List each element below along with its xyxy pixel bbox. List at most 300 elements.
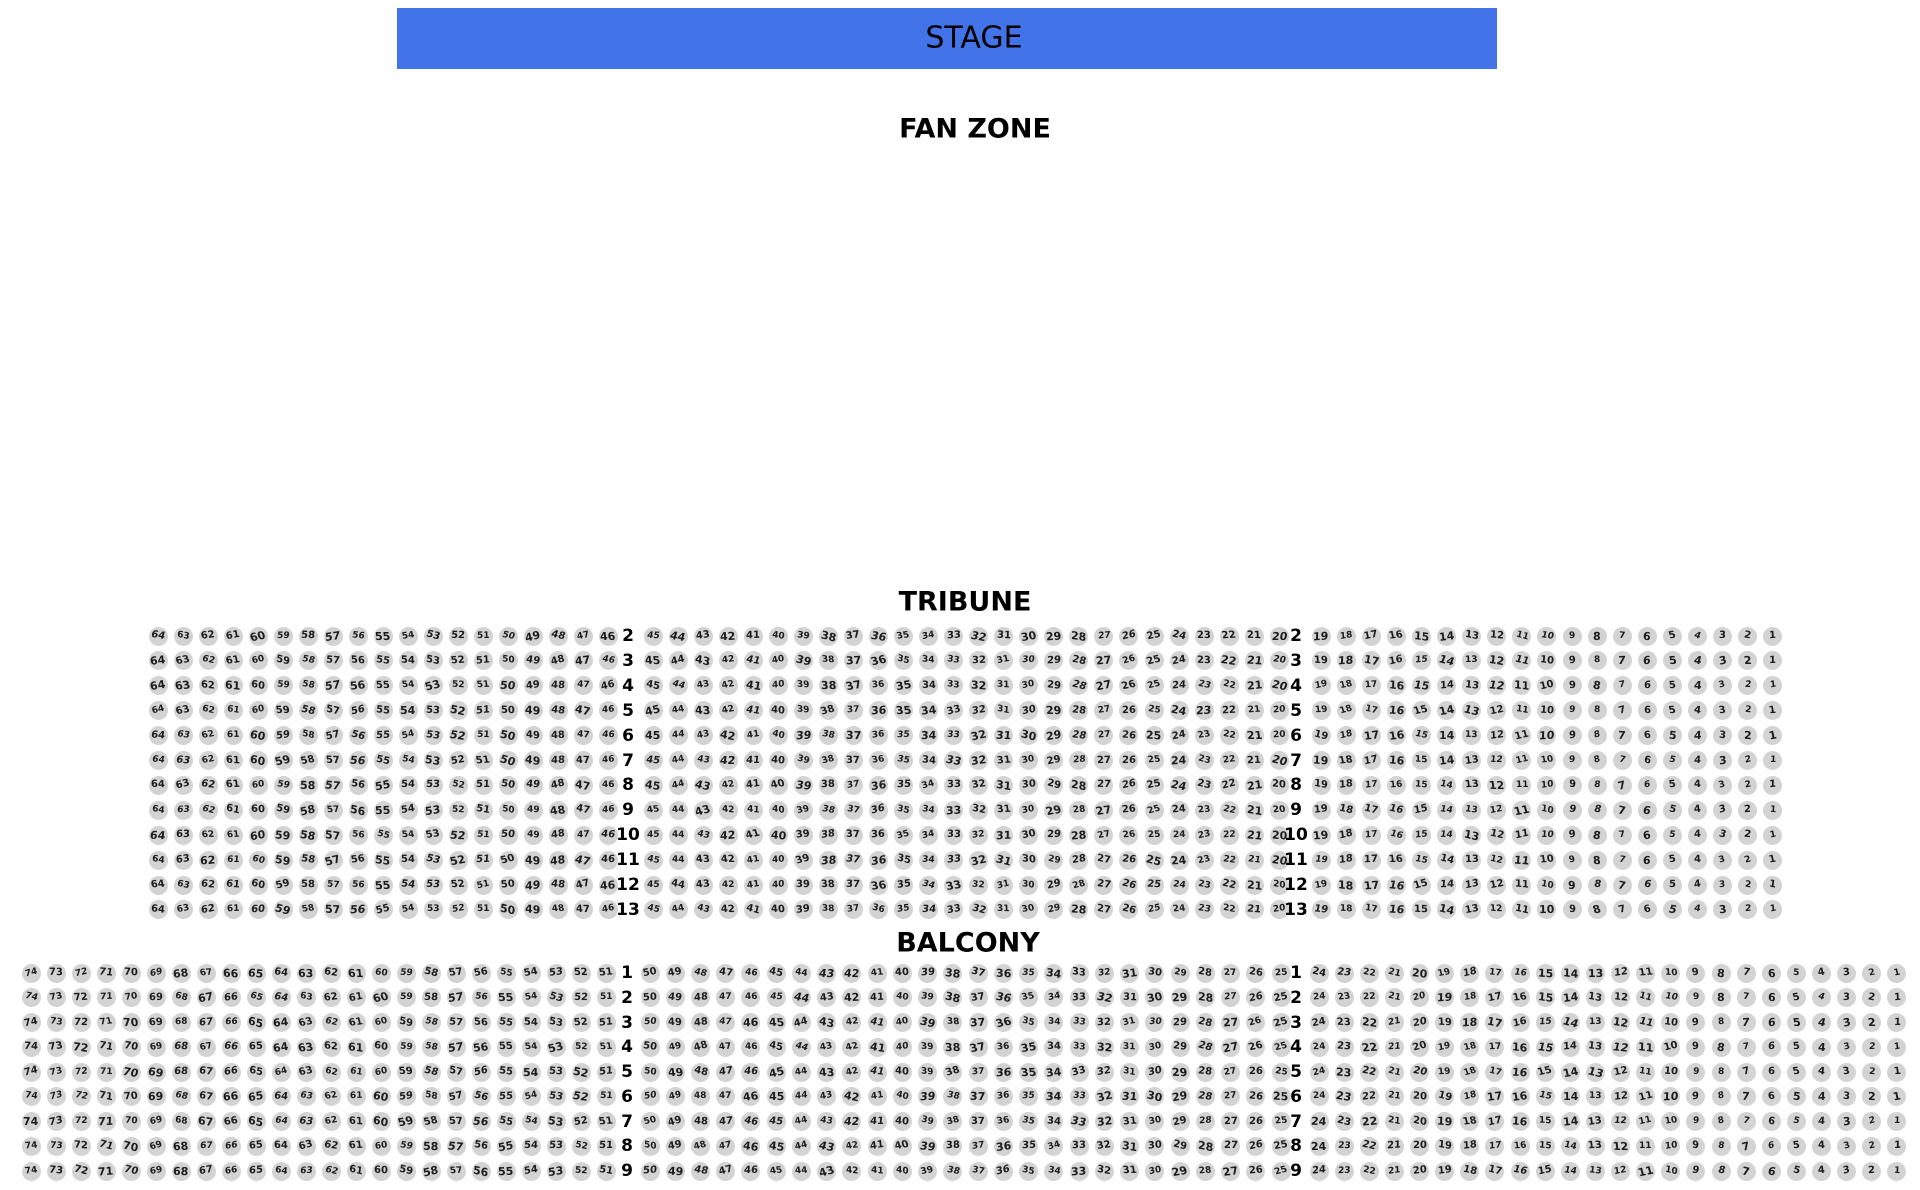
seat[interactable]: 30 [1019, 701, 1038, 720]
seat[interactable]: 28 [1069, 851, 1088, 870]
seat[interactable]: 49 [524, 676, 543, 695]
seat[interactable]: 72 [72, 1162, 91, 1181]
seat[interactable]: 31 [994, 726, 1013, 745]
seat[interactable]: 5 [1663, 900, 1682, 919]
seat[interactable]: 14 [1561, 1162, 1580, 1181]
seat[interactable]: 64 [272, 964, 291, 983]
seat[interactable]: 26 [1119, 676, 1138, 695]
seat[interactable]: 66 [222, 1063, 241, 1082]
seat[interactable]: 64 [272, 988, 291, 1007]
seat[interactable]: 59 [274, 776, 293, 795]
seat[interactable]: 25 [1272, 1087, 1291, 1106]
seat[interactable]: 48 [549, 776, 568, 795]
seat[interactable]: 8 [1588, 726, 1607, 745]
seat[interactable]: 54 [522, 1013, 541, 1032]
seat[interactable]: 13 [1462, 900, 1481, 919]
seat[interactable]: 60 [371, 989, 391, 1006]
seat[interactable]: 54 [522, 1087, 541, 1106]
seat[interactable]: 15 [1536, 1013, 1555, 1032]
seat[interactable]: 36 [870, 777, 887, 793]
seat[interactable]: 62 [322, 988, 341, 1007]
seat[interactable]: 42 [842, 1038, 861, 1057]
seat[interactable]: 49 [666, 1013, 685, 1032]
seat[interactable]: 40 [893, 1112, 912, 1131]
seat[interactable]: 34 [919, 900, 938, 919]
seat[interactable]: 28 [1196, 1038, 1215, 1057]
seat[interactable]: 69 [147, 1137, 166, 1156]
seat[interactable]: 33 [944, 651, 963, 670]
seat[interactable]: 38 [819, 726, 838, 745]
seat[interactable]: 46 [741, 1013, 760, 1032]
seat[interactable]: 13 [1462, 627, 1481, 646]
seat[interactable]: 28 [1069, 726, 1088, 745]
seat[interactable]: 63 [297, 1063, 316, 1082]
seat[interactable]: 55 [497, 1063, 516, 1082]
seat[interactable]: 34 [919, 751, 938, 770]
seat[interactable]: 32 [1095, 1063, 1114, 1082]
seat[interactable]: 21 [1385, 1112, 1404, 1131]
seat[interactable]: 8 [1588, 900, 1607, 919]
seat[interactable]: 26 [1119, 726, 1138, 745]
seat[interactable]: 16 [1387, 900, 1406, 919]
seat[interactable]: 7 [1613, 701, 1632, 720]
seat[interactable]: 13 [1586, 1162, 1605, 1181]
seat[interactable]: 2 [1862, 1137, 1881, 1156]
seat[interactable]: 37 [844, 900, 863, 919]
seat[interactable]: 30 [1145, 1162, 1164, 1181]
seat[interactable]: 9 [1563, 876, 1582, 895]
seat[interactable]: 3 [1713, 651, 1732, 670]
seat[interactable]: 4 [1812, 1112, 1831, 1131]
seat[interactable]: 40 [769, 701, 788, 720]
seat[interactable]: 35 [894, 678, 913, 694]
seat[interactable]: 15 [1412, 876, 1431, 895]
seat[interactable]: 57 [325, 678, 341, 694]
seat[interactable]: 7 [1613, 651, 1632, 670]
seat[interactable]: 15 [1412, 776, 1431, 795]
seat[interactable]: 64 [149, 751, 168, 770]
seat[interactable]: 74 [22, 1013, 41, 1032]
seat[interactable]: 58 [299, 651, 318, 670]
seat[interactable]: 12 [1611, 988, 1630, 1007]
seat[interactable]: 50 [641, 988, 660, 1007]
seat[interactable]: 61 [347, 964, 366, 983]
seat[interactable]: 18 [1460, 1137, 1479, 1156]
seat[interactable]: 32 [969, 876, 988, 895]
seat[interactable]: 25 [1145, 801, 1164, 820]
seat[interactable]: 38 [819, 826, 838, 845]
seat[interactable]: 65 [247, 1038, 266, 1057]
seat[interactable]: 52 [572, 1137, 591, 1156]
seat[interactable]: 52 [449, 751, 468, 770]
seat[interactable]: 18 [1460, 964, 1479, 983]
seat[interactable]: 18 [1337, 801, 1356, 820]
seat[interactable]: 36 [994, 964, 1013, 983]
seat[interactable]: 50 [499, 901, 517, 919]
seat[interactable]: 6 [1638, 851, 1657, 870]
seat[interactable]: 41 [868, 1137, 887, 1156]
seat[interactable]: 31 [1120, 1063, 1139, 1082]
seat[interactable]: 73 [47, 964, 66, 983]
seat[interactable]: 22 [1360, 1038, 1379, 1057]
seat[interactable]: 39 [794, 676, 813, 695]
seat[interactable]: 46 [599, 801, 618, 820]
seat[interactable]: 63 [297, 988, 316, 1007]
seat[interactable]: 25 [1272, 1063, 1291, 1082]
seat[interactable]: 30 [1019, 851, 1038, 870]
seat[interactable]: 48 [549, 676, 568, 695]
seat[interactable]: 45 [767, 1038, 786, 1057]
seat[interactable]: 58 [299, 776, 318, 795]
seat[interactable]: 31 [1120, 1038, 1139, 1057]
seat[interactable]: 62 [199, 751, 218, 770]
seat[interactable]: 20 [1410, 1038, 1429, 1057]
seat[interactable]: 7 [1613, 900, 1632, 919]
seat[interactable]: 19 [1435, 1038, 1454, 1057]
seat[interactable]: 18 [1337, 676, 1356, 695]
seat[interactable]: 31 [1120, 1112, 1139, 1131]
seat[interactable]: 63 [174, 876, 193, 895]
seat[interactable]: 37 [844, 751, 863, 770]
seat[interactable]: 6 [1762, 1013, 1781, 1032]
seat[interactable]: 43 [694, 652, 712, 670]
seat[interactable]: 8 [1712, 1038, 1731, 1057]
seat[interactable]: 12 [1611, 1162, 1630, 1181]
seat[interactable]: 49 [666, 988, 685, 1007]
seat[interactable]: 34 [1044, 1063, 1063, 1082]
seat[interactable]: 25 [1145, 676, 1164, 695]
seat[interactable]: 15 [1536, 1137, 1555, 1156]
seat[interactable]: 51 [597, 1038, 616, 1057]
seat[interactable]: 66 [222, 988, 241, 1007]
seat[interactable]: 38 [819, 801, 838, 820]
seat[interactable]: 72 [72, 988, 91, 1007]
seat[interactable]: 47 [716, 1137, 735, 1156]
seat[interactable]: 20 [1270, 801, 1289, 820]
seat[interactable]: 28 [1069, 676, 1088, 695]
seat[interactable]: 18 [1337, 776, 1356, 795]
seat[interactable]: 30 [1019, 801, 1038, 820]
seat[interactable]: 40 [769, 851, 788, 870]
seat[interactable]: 9 [1563, 676, 1582, 695]
seat[interactable]: 50 [641, 1063, 660, 1082]
seat[interactable]: 34 [919, 627, 938, 646]
seat[interactable]: 35 [894, 851, 913, 870]
seat[interactable]: 27 [1221, 1013, 1240, 1032]
seat[interactable]: 2 [1862, 1038, 1881, 1057]
seat[interactable]: 11 [1512, 676, 1531, 695]
seat[interactable]: 53 [547, 1063, 566, 1082]
seat[interactable]: 30 [1145, 1038, 1164, 1057]
seat[interactable]: 23 [1335, 1137, 1354, 1156]
seat[interactable]: 9 [1686, 1063, 1705, 1082]
seat[interactable]: 57 [447, 1087, 466, 1106]
seat[interactable]: 44 [669, 676, 688, 695]
seat[interactable]: 62 [322, 964, 341, 983]
seat[interactable]: 42 [842, 988, 861, 1007]
seat[interactable]: 23 [1195, 876, 1214, 895]
seat[interactable]: 47 [573, 852, 593, 868]
seat[interactable]: 51 [474, 701, 493, 720]
seat[interactable]: 21 [1385, 1162, 1404, 1181]
seat[interactable]: 47 [574, 777, 592, 794]
seat[interactable]: 22 [1220, 900, 1239, 919]
seat[interactable]: 16 [1387, 627, 1406, 646]
seat[interactable]: 14 [1437, 703, 1456, 719]
seat[interactable]: 54 [522, 1162, 541, 1181]
seat[interactable]: 62 [199, 900, 218, 919]
seat[interactable]: 59 [397, 1063, 416, 1082]
seat[interactable]: 64 [272, 1063, 291, 1082]
seat[interactable]: 48 [691, 1013, 710, 1032]
seat[interactable]: 23 [1195, 776, 1214, 795]
seat[interactable]: 34 [919, 676, 938, 695]
seat[interactable]: 59 [274, 852, 292, 868]
seat[interactable]: 55 [374, 876, 393, 895]
seat[interactable]: 42 [842, 1137, 861, 1156]
seat[interactable]: 48 [549, 801, 568, 820]
seat[interactable]: 14 [1560, 1014, 1581, 1031]
seat[interactable]: 61 [224, 751, 243, 770]
seat[interactable]: 11 [1636, 1013, 1655, 1032]
seat[interactable]: 37 [843, 678, 863, 694]
seat[interactable]: 7 [1613, 627, 1632, 646]
seat[interactable]: 59 [397, 964, 416, 983]
seat[interactable]: 32 [1095, 1038, 1114, 1057]
seat[interactable]: 28 [1069, 900, 1088, 919]
seat[interactable]: 1 [1887, 1013, 1906, 1032]
seat[interactable]: 21 [1385, 1013, 1404, 1032]
seat[interactable]: 31 [1120, 1013, 1139, 1032]
seat[interactable]: 1 [1887, 1087, 1906, 1106]
seat[interactable]: 70 [122, 1013, 141, 1032]
seat[interactable]: 59 [274, 676, 293, 695]
seat[interactable]: 57 [447, 1162, 466, 1181]
seat[interactable]: 14 [1437, 776, 1456, 795]
seat[interactable]: 8 [1712, 964, 1731, 983]
seat[interactable]: 36 [869, 801, 888, 820]
seat[interactable]: 30 [1145, 1013, 1164, 1032]
seat[interactable]: 13 [1586, 1087, 1605, 1106]
seat[interactable]: 58 [299, 676, 318, 695]
seat[interactable]: 56 [472, 1112, 491, 1131]
seat[interactable]: 73 [47, 1063, 66, 1082]
seat[interactable]: 51 [474, 676, 493, 695]
seat[interactable]: 74 [22, 964, 41, 983]
seat[interactable]: 12 [1611, 1087, 1630, 1106]
seat[interactable]: 58 [299, 851, 318, 870]
seat[interactable]: 29 [1171, 1038, 1190, 1057]
seat[interactable]: 50 [641, 1112, 660, 1131]
seat[interactable]: 19 [1312, 701, 1331, 720]
seat[interactable]: 47 [574, 900, 593, 919]
seat[interactable]: 63 [297, 1013, 316, 1032]
seat[interactable]: 41 [744, 876, 763, 895]
seat[interactable]: 35 [1019, 1087, 1038, 1106]
seat[interactable]: 50 [499, 876, 518, 895]
seat[interactable]: 73 [47, 1013, 66, 1032]
seat[interactable]: 55 [374, 726, 393, 745]
seat[interactable]: 26 [1246, 1162, 1265, 1181]
seat[interactable]: 52 [572, 988, 591, 1007]
seat[interactable]: 51 [474, 751, 493, 770]
seat[interactable]: 6 [1762, 988, 1781, 1007]
seat[interactable]: 56 [472, 1038, 491, 1057]
seat[interactable]: 21 [1385, 964, 1404, 983]
seat[interactable]: 66 [222, 1162, 241, 1181]
seat[interactable]: 4 [1812, 1013, 1831, 1032]
seat[interactable]: 4 [1688, 876, 1707, 895]
seat[interactable]: 25 [1145, 627, 1164, 646]
seat[interactable]: 9 [1686, 964, 1705, 983]
seat[interactable]: 7 [1613, 876, 1632, 895]
seat[interactable]: 45 [643, 702, 663, 719]
seat[interactable]: 24 [1310, 988, 1329, 1007]
seat[interactable]: 3 [1713, 776, 1732, 795]
seat[interactable]: 53 [547, 1087, 566, 1106]
seat[interactable]: 3 [1837, 1013, 1856, 1032]
seat[interactable]: 63 [174, 701, 193, 720]
seat[interactable]: 31 [994, 900, 1013, 919]
seat[interactable]: 44 [669, 751, 688, 770]
seat[interactable]: 35 [894, 701, 913, 720]
seat[interactable]: 33 [1070, 1087, 1089, 1106]
seat[interactable]: 16 [1387, 751, 1406, 770]
seat[interactable]: 64 [149, 701, 168, 720]
seat[interactable]: 62 [322, 1137, 341, 1156]
seat[interactable]: 26 [1246, 1038, 1265, 1057]
seat[interactable]: 10 [1661, 1087, 1680, 1106]
seat[interactable]: 7 [1737, 964, 1756, 983]
seat[interactable]: 27 [1221, 1063, 1240, 1082]
seat[interactable]: 38 [943, 1087, 962, 1106]
seat[interactable]: 59 [274, 627, 293, 646]
seat[interactable]: 21 [1246, 802, 1263, 819]
seat[interactable]: 32 [969, 651, 988, 670]
seat[interactable]: 16 [1387, 651, 1406, 670]
seat[interactable]: 70 [122, 1087, 141, 1106]
seat[interactable]: 33 [944, 801, 963, 820]
seat[interactable]: 29 [1045, 727, 1063, 744]
seat[interactable]: 11 [1636, 1137, 1655, 1156]
seat[interactable]: 53 [546, 1039, 566, 1056]
seat[interactable]: 5 [1787, 988, 1806, 1007]
seat[interactable]: 41 [744, 651, 763, 670]
seat[interactable]: 25 [1145, 651, 1164, 670]
seat[interactable]: 44 [792, 1038, 811, 1057]
seat[interactable]: 40 [769, 876, 788, 895]
seat[interactable]: 49 [524, 801, 543, 820]
seat[interactable]: 28 [1069, 701, 1088, 720]
seat[interactable]: 27 [1095, 677, 1113, 694]
seat[interactable]: 50 [499, 701, 518, 720]
seat[interactable]: 25 [1272, 1112, 1291, 1131]
seat[interactable]: 44 [669, 726, 688, 745]
seat[interactable]: 60 [249, 900, 268, 919]
seat[interactable]: 52 [449, 900, 468, 919]
seat[interactable]: 53 [424, 651, 443, 670]
seat[interactable]: 8 [1588, 676, 1607, 695]
seat[interactable]: 33 [1070, 1038, 1089, 1057]
seat[interactable]: 53 [424, 627, 443, 646]
seat[interactable]: 42 [719, 776, 738, 795]
seat[interactable]: 49 [524, 900, 543, 919]
seat[interactable]: 50 [499, 651, 518, 670]
seat[interactable]: 7 [1737, 1162, 1756, 1181]
seat[interactable]: 32 [969, 676, 988, 695]
seat[interactable]: 60 [249, 701, 268, 720]
seat[interactable]: 58 [299, 876, 318, 895]
seat[interactable]: 41 [744, 751, 763, 770]
seat[interactable]: 25 [1145, 701, 1164, 720]
seat[interactable]: 53 [424, 900, 443, 919]
seat[interactable]: 37 [844, 801, 863, 820]
seat[interactable]: 72 [72, 964, 91, 983]
seat[interactable]: 27 [1094, 851, 1113, 870]
seat[interactable]: 32 [969, 701, 988, 720]
seat[interactable]: 29 [1171, 1088, 1189, 1105]
seat[interactable]: 64 [149, 651, 168, 670]
seat[interactable]: 11 [1636, 1112, 1655, 1131]
seat[interactable]: 15 [1536, 988, 1555, 1007]
seat[interactable]: 34 [919, 651, 938, 670]
seat[interactable]: 68 [172, 1112, 191, 1131]
seat[interactable]: 59 [274, 651, 293, 670]
seat[interactable]: 40 [893, 1162, 912, 1181]
seat[interactable]: 49 [524, 851, 543, 870]
seat[interactable]: 42 [719, 751, 738, 770]
seat[interactable]: 11 [1512, 651, 1531, 670]
seat[interactable]: 2 [1738, 876, 1757, 895]
seat[interactable]: 12 [1487, 876, 1506, 895]
seat[interactable]: 24 [1170, 851, 1189, 870]
seat[interactable]: 45 [644, 851, 663, 870]
seat[interactable]: 55 [497, 1038, 516, 1057]
seat[interactable]: 56 [349, 802, 367, 819]
seat[interactable]: 23 [1195, 726, 1214, 745]
seat[interactable]: 63 [297, 964, 316, 983]
seat[interactable]: 73 [47, 1087, 66, 1106]
seat[interactable]: 60 [372, 1013, 391, 1032]
seat[interactable]: 3 [1837, 1137, 1856, 1156]
seat[interactable]: 36 [995, 1138, 1012, 1154]
seat[interactable]: 5 [1663, 627, 1682, 646]
seat[interactable]: 21 [1245, 651, 1264, 670]
seat[interactable]: 1 [1887, 1112, 1906, 1131]
seat[interactable]: 5 [1663, 751, 1682, 770]
seat[interactable]: 23 [1195, 801, 1214, 820]
seat[interactable]: 33 [944, 726, 963, 745]
seat[interactable]: 2 [1862, 1112, 1881, 1131]
seat[interactable]: 64 [272, 1013, 291, 1032]
seat[interactable]: 47 [574, 651, 593, 670]
seat[interactable]: 13 [1462, 751, 1481, 770]
seat[interactable]: 10 [1537, 801, 1556, 820]
seat[interactable]: 27 [1094, 627, 1113, 646]
seat[interactable]: 30 [1019, 628, 1038, 644]
seat[interactable]: 43 [817, 1063, 836, 1082]
seat[interactable]: 30 [1019, 651, 1038, 670]
seat[interactable]: 17 [1362, 726, 1381, 745]
seat[interactable]: 67 [198, 1113, 214, 1130]
seat[interactable]: 61 [224, 826, 243, 845]
seat[interactable]: 39 [794, 900, 813, 919]
seat[interactable]: 30 [1145, 990, 1164, 1006]
seat[interactable]: 29 [1170, 1163, 1190, 1179]
seat[interactable]: 29 [1044, 876, 1063, 895]
seat[interactable]: 59 [397, 1162, 416, 1181]
seat[interactable]: 25 [1272, 1013, 1291, 1032]
